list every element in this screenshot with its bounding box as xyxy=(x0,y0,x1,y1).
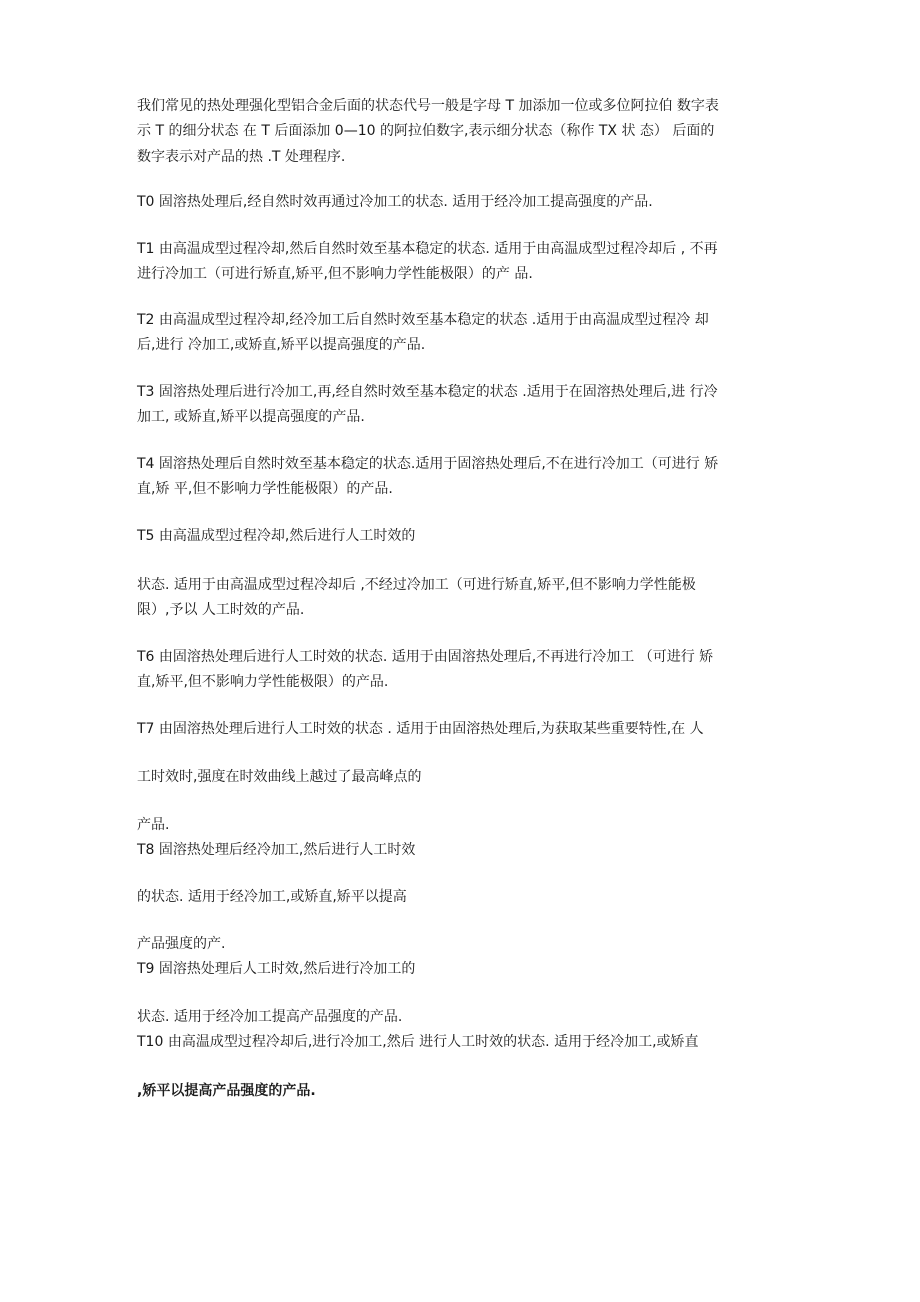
t7-line-3: 产品. xyxy=(137,817,170,833)
t9-line-2: 状态. 适用于经冷加工提高产品强度的产品. xyxy=(137,1009,403,1025)
intro-line-1: 我们常见的热处理强化型铝合金后面的状态代号一般是字母 T 加添加一位或多位阿拉伯 数字表 xyxy=(137,98,719,114)
t8-line-2: 的状态. 适用于经冷加工,或矫直,矫平以提高 xyxy=(137,889,407,905)
t6-line-1: T6 由固溶热处理后进行人工时效的状态. 适用于由固溶热处理后,不再进行冷加工 （可进行 矫 xyxy=(137,649,714,665)
t10-line-2: ,矫平以提高产品强度的产品. xyxy=(137,1083,316,1099)
t9-line-1: T9 固溶热处理后人工时效,然后进行冷加工的 xyxy=(137,961,416,977)
t4-line-2: 直,矫 平,但不影响力学性能极限）的产品. xyxy=(137,481,393,497)
t4-line-1: T4 固溶热处理后自然时效至基本稳定的状态.适用于固溶热处理后,不在进行冷加工（可进行 矫 xyxy=(137,456,719,472)
t3-line-2: 加工, 或矫直,矫平以提高强度的产品. xyxy=(137,409,365,425)
t6-line-2: 直,矫平,但不影响力学性能极限）的产品. xyxy=(137,674,389,690)
t7-line-2: 工时效时,强度在时效曲线上越过了最高峰点的 xyxy=(137,769,422,785)
t5-line-2: 状态. 适用于由高温成型过程冷却后 ,不经过冷加工（可进行矫直,矫平,但不影响力学性能极 xyxy=(137,577,696,593)
t5-line-1: T5 由高温成型过程冷却,然后进行人工时效的 xyxy=(137,528,416,544)
t5-line-3: 限）,予以 人工时效的产品. xyxy=(137,602,305,618)
t8-line-3: 产品强度的产. xyxy=(137,936,226,952)
t1-line-2: 进行冷加工（可进行矫直,矫平,但不影响力学性能极限）的产 品. xyxy=(137,266,533,282)
intro-line-3: 数字表示对产品的热 .T 处理程序. xyxy=(137,149,346,165)
t10-line-1: T10 由高温成型过程冷却后,进行冷加工,然后 进行人工时效的状态. 适用于经冷加工,或矫直 xyxy=(137,1034,699,1050)
t1-line-1: T1 由高温成型过程冷却,然后自然时效至基本稳定的状态. 适用于由高温成型过程冷却后 , 不再 xyxy=(137,241,718,257)
t8-line-1: T8 固溶热处理后经冷加工,然后进行人工时效 xyxy=(137,842,416,858)
t2-line-2: 后,进行 冷加工,或矫直,矫平以提高强度的产品. xyxy=(137,337,426,353)
t0-line-1: T0 固溶热处理后,经自然时效再通过冷加工的状态. 适用于经冷加工提高强度的产品. xyxy=(137,194,653,210)
t2-line-1: T2 由高温成型过程冷却,经冷加工后自然时效至基本稳定的状态 .适用于由高温成型过程冷 却 xyxy=(137,312,709,328)
intro-line-2: 示 T 的细分状态 在 T 后面添加 0—10 的阿拉伯数字,表示细分状态（称作 TX 状 态） 后面的 xyxy=(137,123,715,139)
t7-line-1: T7 由固溶热处理后进行人工时效的状态 . 适用于由固溶热处理后,为获取某些重要特性,在 人 xyxy=(137,721,704,737)
t3-line-1: T3 固溶热处理后进行冷加工,再,经自然时效至基本稳定的状态 .适用于在固溶热处理后,进 行冷 xyxy=(137,384,718,400)
